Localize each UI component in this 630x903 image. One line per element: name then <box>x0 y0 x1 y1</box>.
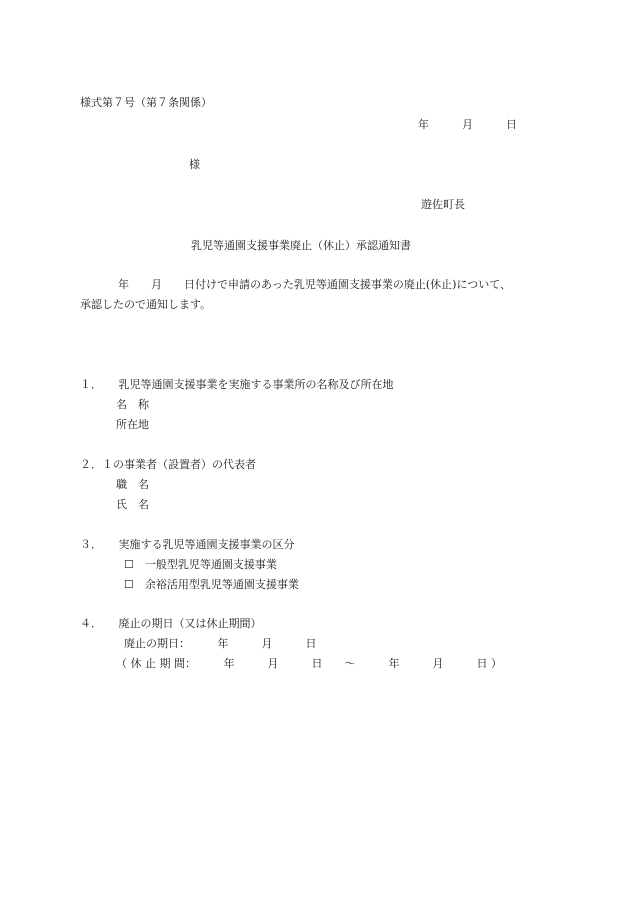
form-number: 様式第７号（第７条関係） <box>80 96 212 109</box>
section-1-name-label: 名 称 <box>116 398 149 411</box>
issuer-name: 遊佐町長 <box>421 198 465 211</box>
section-1-heading: １． 乳児等通園支援事業を実施する事業所の名称及び所在地 <box>80 378 394 391</box>
section-2-position-label: 職 名 <box>116 478 149 491</box>
section-4-suspend-period: （ 休 止 期 間： 年 月 日 ～ 年 月 日 ） <box>116 657 502 670</box>
section-2-person-label: 氏 名 <box>116 498 149 511</box>
body-line-2: 承認したので通知します。 <box>80 298 212 311</box>
section-3-option-surplus: ☐ 余裕活用型乳児等通園支援事業 <box>124 578 299 591</box>
body-line-1: 年 月 日付けで申請のあった乳児等通園支援事業の廃止(休止)について、 <box>118 278 512 291</box>
addressee-suffix: 様 <box>189 158 200 171</box>
section-3-option-general: ☐ 一般型乳児等通園支援事業 <box>124 558 277 571</box>
section-4-heading: ４． 廃止の期日（又は休止期間） <box>80 617 262 630</box>
section-1-address-label: 所在地 <box>116 418 149 431</box>
section-2-heading: ２．１の事業者（設置者）の代表者 <box>80 458 256 471</box>
section-3-heading: ３． 実施する乳児等通園支援事業の区分 <box>80 538 295 551</box>
document-title: 乳児等通園支援事業廃止（休止）承認通知書 <box>191 239 411 252</box>
section-4-abolish-date: 廃止の期日： 年 月 日 <box>124 637 317 650</box>
date-line: 年 月 日 <box>418 118 517 131</box>
